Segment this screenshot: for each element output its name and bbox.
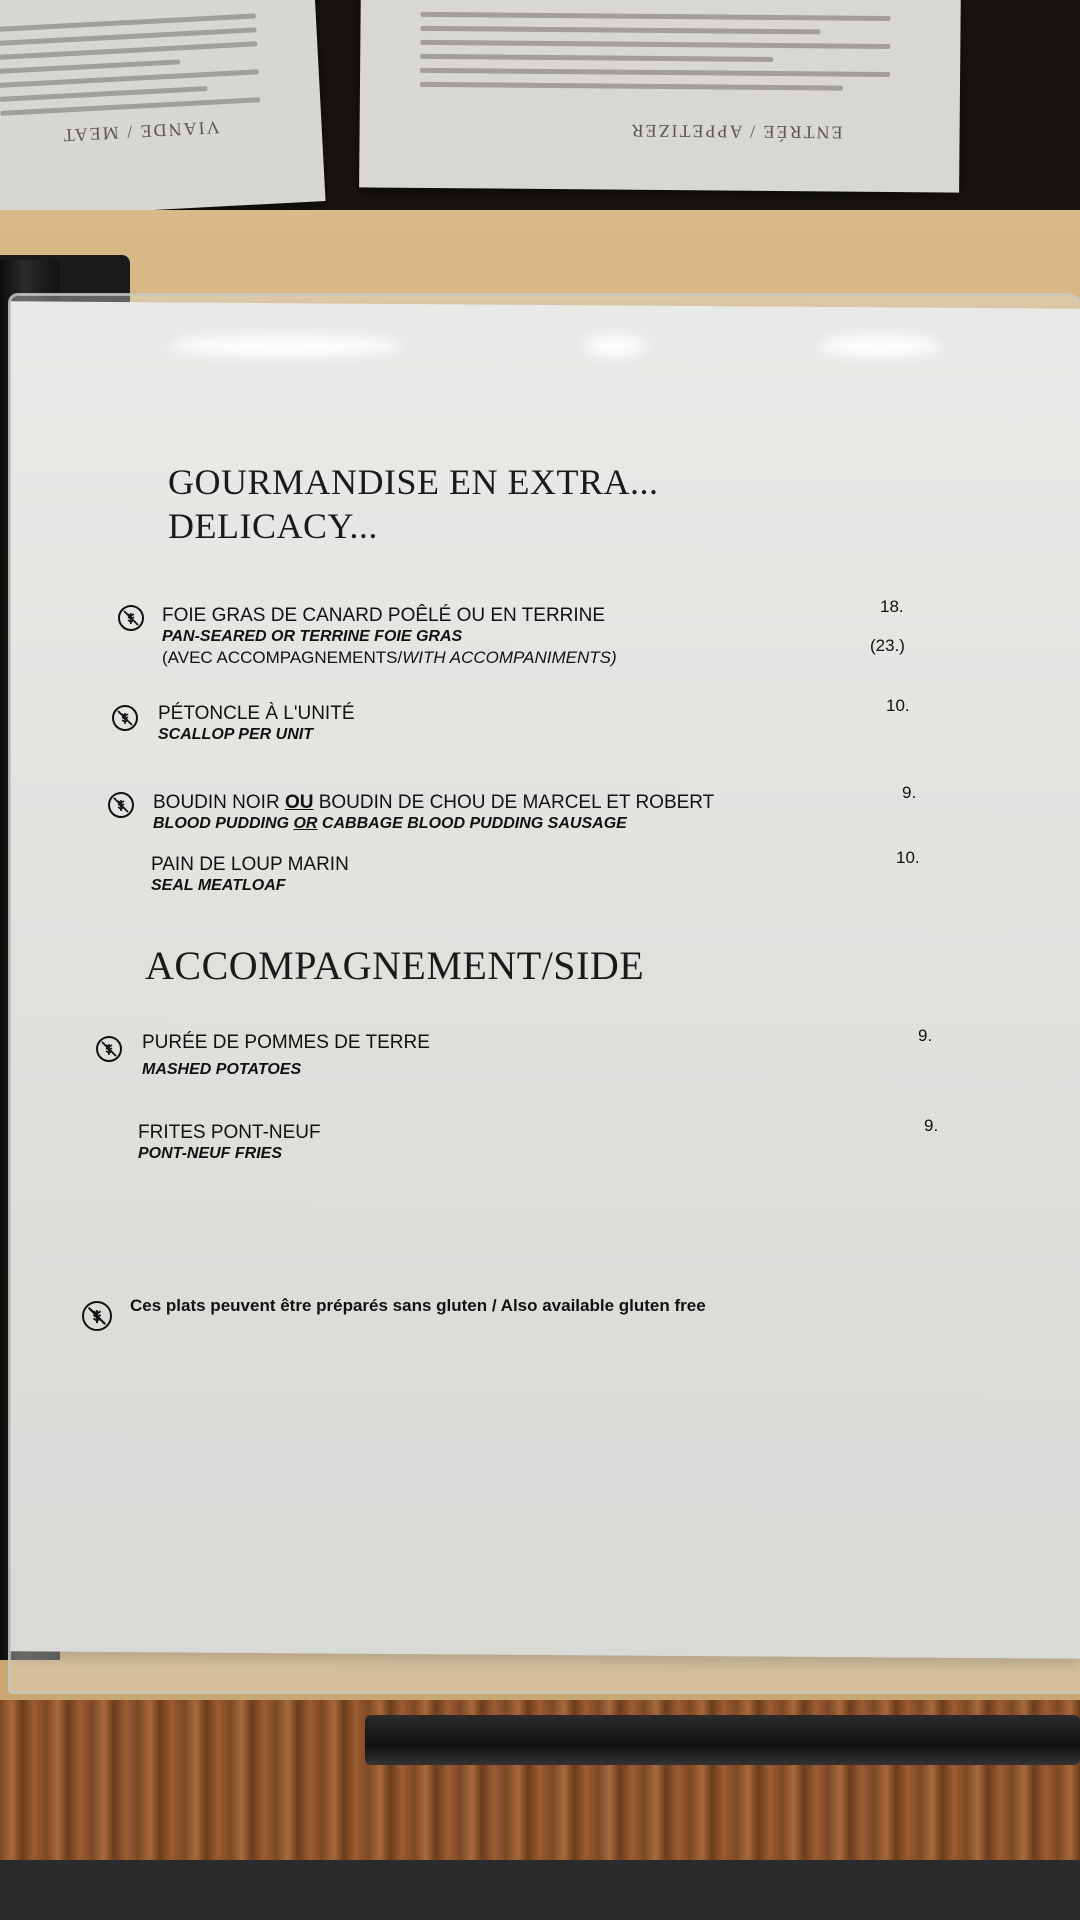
gluten-free-icon <box>118 605 144 631</box>
item-name-en: SCALLOP PER UNIT <box>158 726 313 743</box>
item-name-fr: PÉTONCLE À L'UNITÉ <box>158 703 355 724</box>
sleeve-glare <box>820 335 940 357</box>
item-name-fr: PURÉE DE POMMES DE TERRE <box>142 1032 430 1053</box>
background-menu-left <box>0 0 326 219</box>
item-name-en: SEAL MEATLOAF <box>151 877 286 894</box>
side-item-mashed-potatoes <box>142 1032 430 1080</box>
side-item-fries <box>138 1122 321 1164</box>
background-menu-right <box>359 0 961 193</box>
menu-item-scallop <box>158 703 355 745</box>
background-menu-right-heading: ENTRÉE / APPETIZER <box>629 120 843 143</box>
section-title-line2: DELICACY... <box>168 506 378 546</box>
gluten-free-icon <box>108 792 134 818</box>
item-name-en: PAN-SEARED OR TERRINE FOIE GRAS <box>162 628 463 645</box>
item-price-alt: (23.) <box>870 636 905 655</box>
item-name-en: PONT-NEUF FRIES <box>138 1145 283 1162</box>
item-price: 9. <box>924 1116 939 1135</box>
menu-item-seal-meatloaf <box>151 854 349 896</box>
pen <box>365 1715 1080 1765</box>
item-name-en: BLOOD PUDDING OR CABBAGE BLOOD PUDDING SAUSAGE <box>153 815 627 832</box>
gluten-free-icon <box>82 1301 112 1331</box>
sleeve-glare <box>585 335 645 357</box>
menu-item-foie-gras <box>162 605 617 669</box>
section-title-extra <box>168 460 659 548</box>
item-name-fr: FRITES PONT-NEUF <box>138 1122 321 1143</box>
section-title-line1: GOURMANDISE EN EXTRA... <box>168 462 659 502</box>
gluten-free-icon <box>112 705 138 731</box>
sleeve-glare <box>170 335 400 357</box>
item-price: 9. <box>918 1026 933 1045</box>
item-accompaniments: (AVEC ACCOMPAGNEMENTS/WITH ACCOMPANIMENTS) <box>162 648 617 667</box>
item-name-fr: BOUDIN NOIR OU BOUDIN DE CHOU DE MARCEL ET ROBERT <box>153 792 715 813</box>
section-title-side: ACCOMPAGNEMENT/SIDE <box>145 943 645 988</box>
item-name-fr: FOIE GRAS DE CANARD POÊLÉ OU EN TERRINE <box>162 605 606 626</box>
background-menu-left-heading: VIANDE / MEAT <box>61 117 221 146</box>
item-price: 10. <box>896 848 920 867</box>
item-price: 18. <box>880 597 904 616</box>
item-name-en: MASHED POTATOES <box>142 1061 302 1078</box>
gluten-free-icon <box>96 1036 122 1062</box>
item-price: 10. <box>886 696 910 715</box>
menu-item-boudin <box>153 792 714 834</box>
item-price: 9. <box>902 783 917 802</box>
floor <box>0 1860 1080 1920</box>
gluten-free-footnote: Ces plats peuvent être préparés sans gluten / Also available gluten free <box>130 1296 706 1315</box>
item-name-fr: PAIN DE LOUP MARIN <box>151 854 349 875</box>
